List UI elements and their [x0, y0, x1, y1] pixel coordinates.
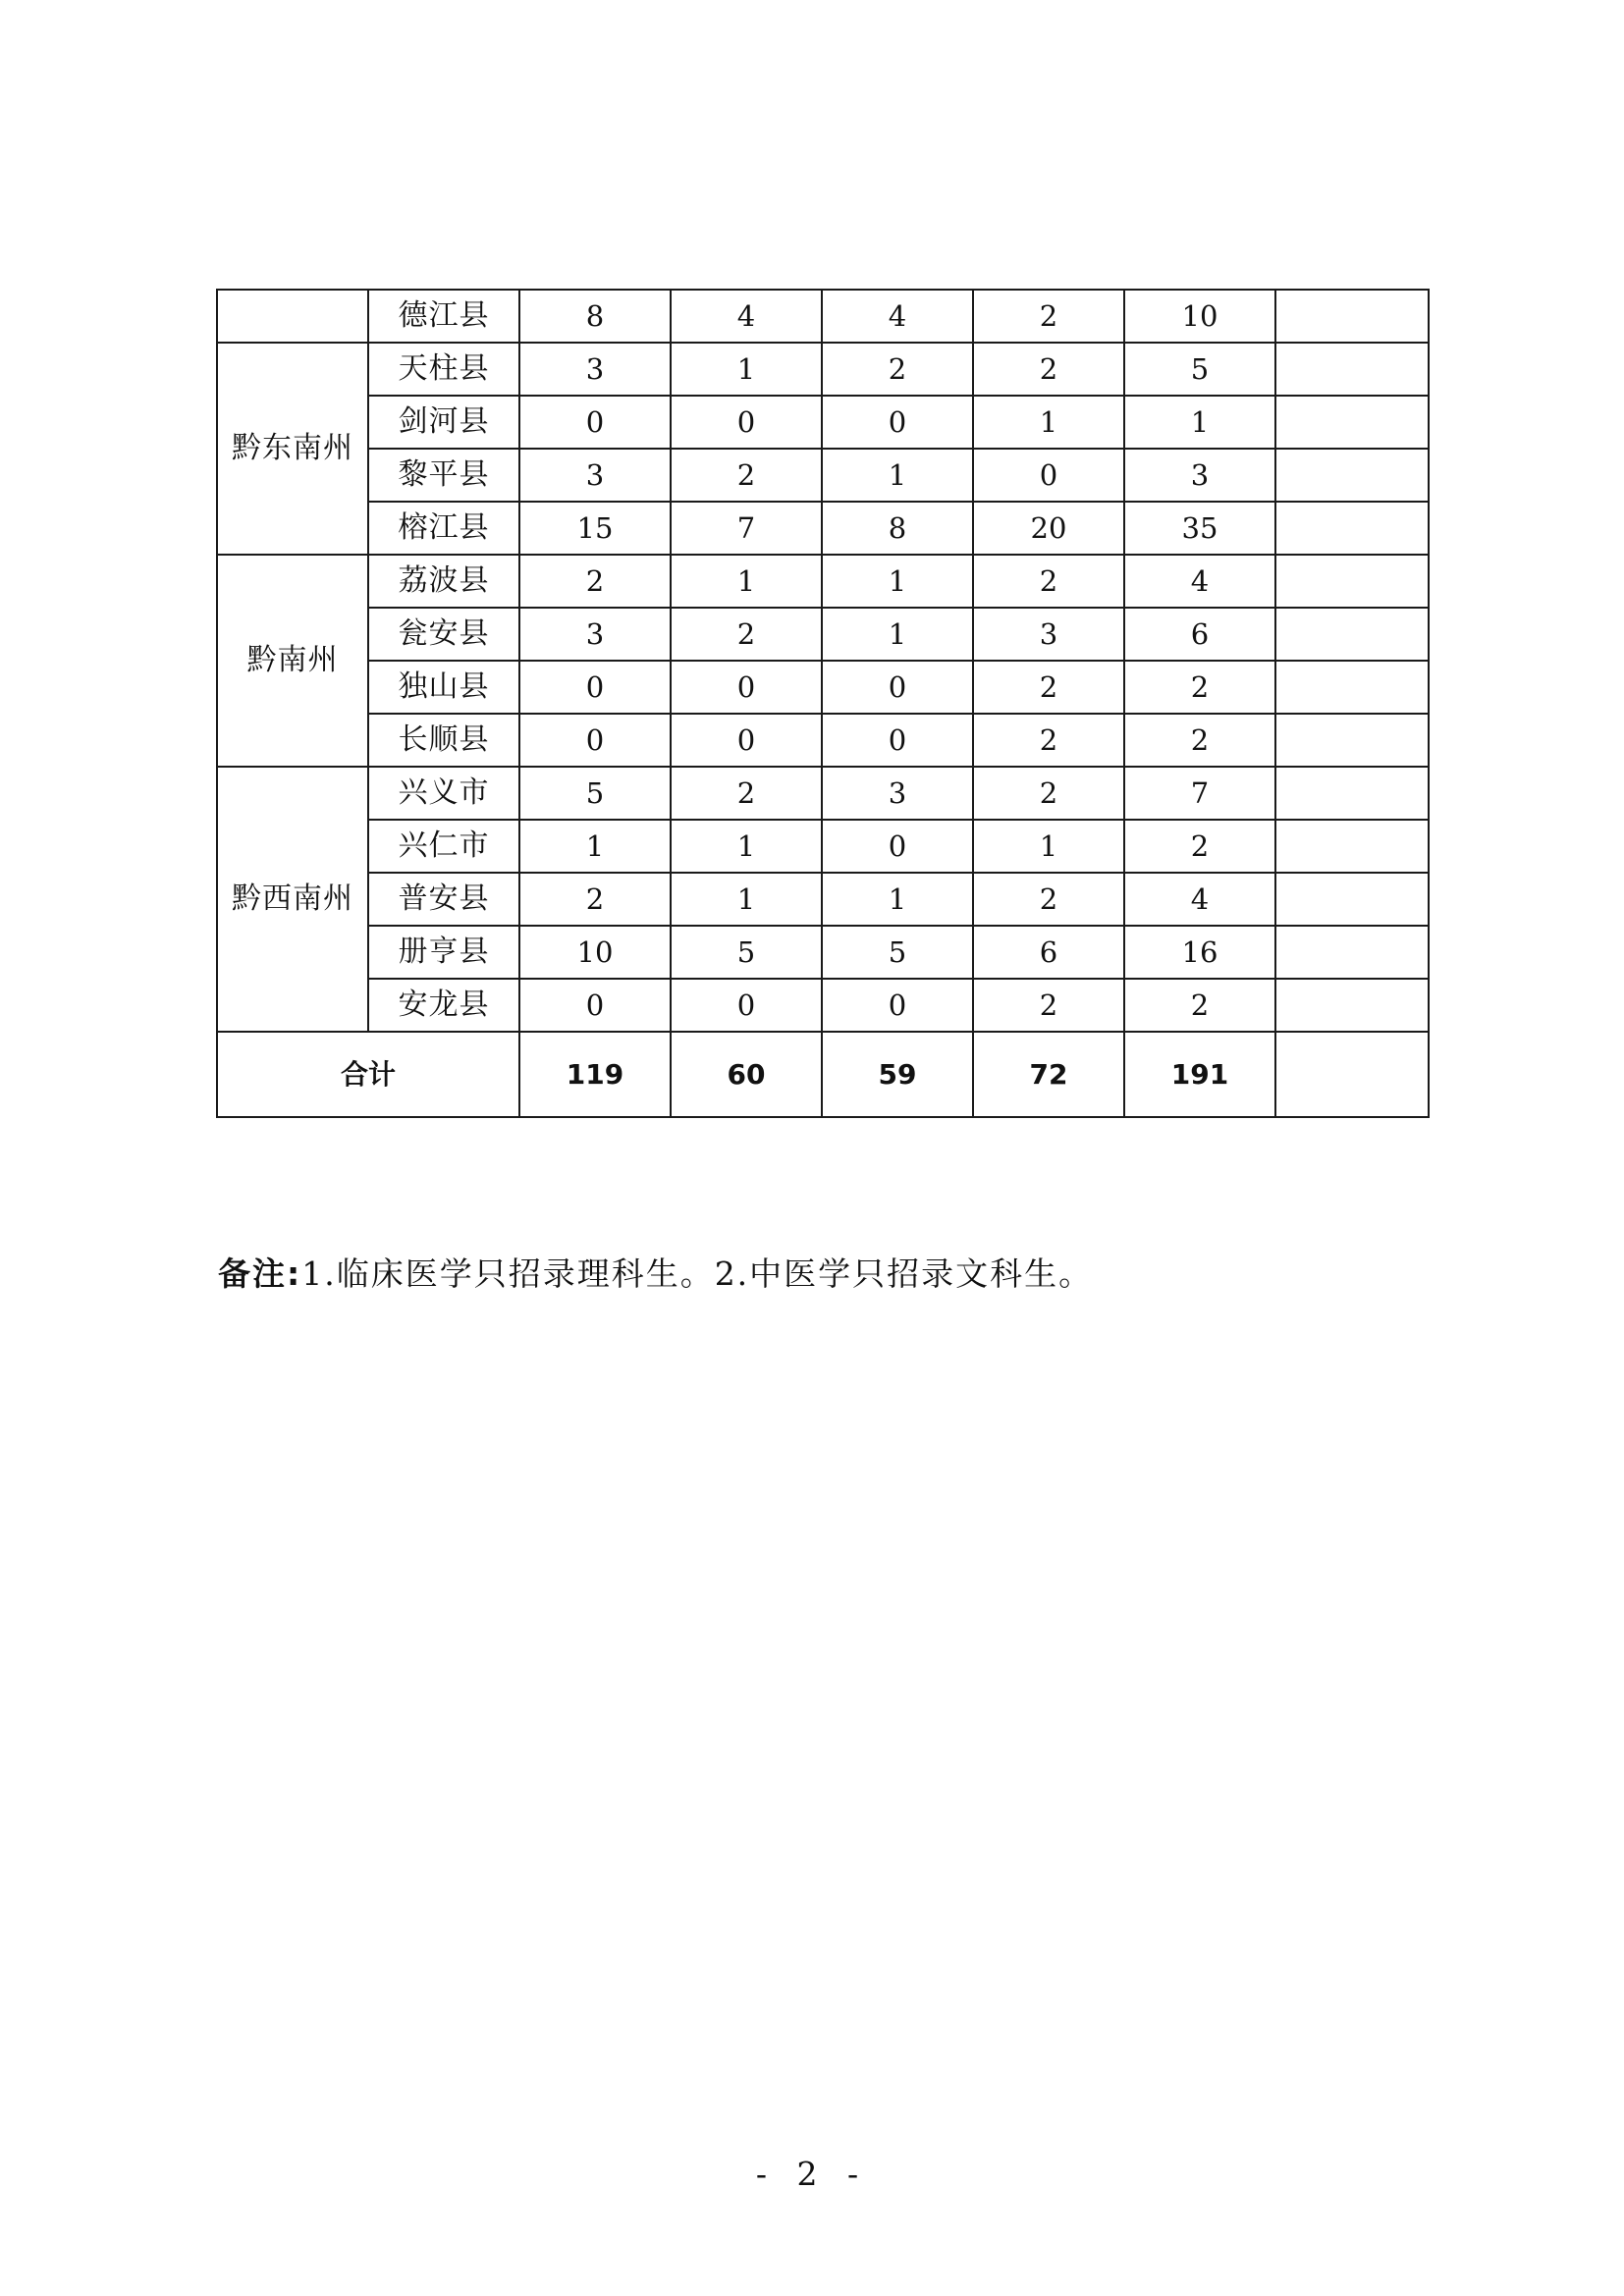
total-value: 59 — [822, 1032, 973, 1117]
value-cell: 1 — [822, 873, 973, 926]
remark-cell — [1275, 502, 1429, 555]
remark-cell — [1275, 608, 1429, 661]
remark-cell — [1275, 926, 1429, 979]
value-cell: 3 — [519, 343, 671, 396]
value-cell: 2 — [671, 608, 822, 661]
county-cell: 兴仁市 — [368, 820, 519, 873]
county-cell: 黎平县 — [368, 449, 519, 502]
county-cell: 长顺县 — [368, 714, 519, 767]
value-cell: 0 — [519, 661, 671, 714]
value-cell: 1 — [671, 820, 822, 873]
value-cell: 8 — [519, 290, 671, 343]
total-value: 60 — [671, 1032, 822, 1117]
remark-cell — [1275, 661, 1429, 714]
value-cell: 0 — [519, 714, 671, 767]
value-cell: 0 — [822, 820, 973, 873]
quota-table — [216, 289, 1430, 1118]
table-row — [217, 661, 1429, 714]
value-cell: 5 — [1124, 343, 1275, 396]
total-label: 合计 — [217, 1032, 519, 1117]
value-cell: 3 — [519, 449, 671, 502]
value-cell: 7 — [671, 502, 822, 555]
value-cell: 2 — [973, 343, 1124, 396]
value-cell: 4 — [1124, 555, 1275, 608]
total-remark — [1275, 1032, 1429, 1117]
table-row — [217, 873, 1429, 926]
table-body — [217, 290, 1429, 1117]
value-cell: 3 — [519, 608, 671, 661]
county-cell: 剑河县 — [368, 396, 519, 449]
value-cell: 1 — [671, 343, 822, 396]
value-cell: 2 — [1124, 979, 1275, 1032]
region-cell: 黔东南州 — [217, 343, 368, 555]
table-row — [217, 502, 1429, 555]
table-row — [217, 396, 1429, 449]
value-cell: 2 — [822, 343, 973, 396]
county-cell: 榕江县 — [368, 502, 519, 555]
value-cell: 0 — [671, 661, 822, 714]
value-cell: 0 — [671, 714, 822, 767]
value-cell: 1 — [822, 608, 973, 661]
remark-cell — [1275, 767, 1429, 820]
value-cell: 0 — [671, 396, 822, 449]
remark-cell — [1275, 555, 1429, 608]
value-cell: 2 — [973, 767, 1124, 820]
value-cell: 3 — [973, 608, 1124, 661]
table-row — [217, 820, 1429, 873]
value-cell: 15 — [519, 502, 671, 555]
total-row — [217, 1032, 1429, 1117]
value-cell: 0 — [973, 449, 1124, 502]
county-cell: 安龙县 — [368, 979, 519, 1032]
value-cell: 1 — [822, 449, 973, 502]
table-row — [217, 767, 1429, 820]
value-cell: 2 — [671, 767, 822, 820]
value-cell: 3 — [822, 767, 973, 820]
county-cell: 独山县 — [368, 661, 519, 714]
table-row — [217, 979, 1429, 1032]
remark-cell — [1275, 979, 1429, 1032]
table-row — [217, 290, 1429, 343]
county-cell: 德江县 — [368, 290, 519, 343]
value-cell: 4 — [671, 290, 822, 343]
county-cell: 普安县 — [368, 873, 519, 926]
value-cell: 0 — [822, 979, 973, 1032]
value-cell: 1 — [519, 820, 671, 873]
value-cell: 2 — [973, 714, 1124, 767]
value-cell: 5 — [519, 767, 671, 820]
value-cell: 1 — [973, 820, 1124, 873]
value-cell: 2 — [973, 661, 1124, 714]
region-cell: 黔南州 — [217, 555, 368, 767]
value-cell: 6 — [973, 926, 1124, 979]
value-cell: 1 — [671, 873, 822, 926]
county-cell: 天柱县 — [368, 343, 519, 396]
value-cell: 5 — [822, 926, 973, 979]
value-cell: 6 — [1124, 608, 1275, 661]
value-cell: 4 — [822, 290, 973, 343]
remark-cell — [1275, 449, 1429, 502]
region-cell — [217, 290, 368, 343]
value-cell: 1 — [822, 555, 973, 608]
page-number: - 2 - — [755, 2155, 869, 2193]
county-cell: 瓮安县 — [368, 608, 519, 661]
value-cell: 2 — [519, 873, 671, 926]
value-cell: 2 — [1124, 714, 1275, 767]
county-cell: 兴义市 — [368, 767, 519, 820]
remark-cell — [1275, 714, 1429, 767]
value-cell: 8 — [822, 502, 973, 555]
value-cell: 0 — [519, 396, 671, 449]
table-row — [217, 608, 1429, 661]
table-row — [217, 343, 1429, 396]
footnote — [218, 1249, 1093, 1295]
table-row — [217, 449, 1429, 502]
value-cell: 0 — [822, 396, 973, 449]
value-cell: 2 — [973, 290, 1124, 343]
value-cell: 1 — [973, 396, 1124, 449]
table-row — [217, 714, 1429, 767]
table-row — [217, 555, 1429, 608]
total-value: 191 — [1124, 1032, 1275, 1117]
value-cell: 2 — [1124, 820, 1275, 873]
value-cell: 5 — [671, 926, 822, 979]
total-value: 72 — [973, 1032, 1124, 1117]
value-cell: 7 — [1124, 767, 1275, 820]
total-value: 119 — [519, 1032, 671, 1117]
value-cell: 35 — [1124, 502, 1275, 555]
value-cell: 2 — [973, 979, 1124, 1032]
value-cell: 0 — [519, 979, 671, 1032]
footnote-label: 备注: — [218, 1255, 302, 1293]
value-cell: 2 — [973, 555, 1124, 608]
value-cell: 16 — [1124, 926, 1275, 979]
value-cell: 0 — [822, 661, 973, 714]
remark-cell — [1275, 396, 1429, 449]
value-cell: 2 — [671, 449, 822, 502]
value-cell: 20 — [973, 502, 1124, 555]
value-cell: 10 — [1124, 290, 1275, 343]
remark-cell — [1275, 820, 1429, 873]
remark-cell — [1275, 290, 1429, 343]
value-cell: 1 — [1124, 396, 1275, 449]
value-cell: 2 — [1124, 661, 1275, 714]
value-cell: 0 — [822, 714, 973, 767]
value-cell: 2 — [973, 873, 1124, 926]
region-cell: 黔西南州 — [217, 767, 368, 1032]
table-row — [217, 926, 1429, 979]
remark-cell — [1275, 343, 1429, 396]
value-cell: 3 — [1124, 449, 1275, 502]
footnote-text: 1.临床医学只招录理科生。2.中医学只招录文科生。 — [301, 1255, 1094, 1293]
value-cell: 10 — [519, 926, 671, 979]
remark-cell — [1275, 873, 1429, 926]
county-cell: 荔波县 — [368, 555, 519, 608]
value-cell: 1 — [671, 555, 822, 608]
county-cell: 册亨县 — [368, 926, 519, 979]
value-cell: 4 — [1124, 873, 1275, 926]
value-cell: 0 — [671, 979, 822, 1032]
value-cell: 2 — [519, 555, 671, 608]
